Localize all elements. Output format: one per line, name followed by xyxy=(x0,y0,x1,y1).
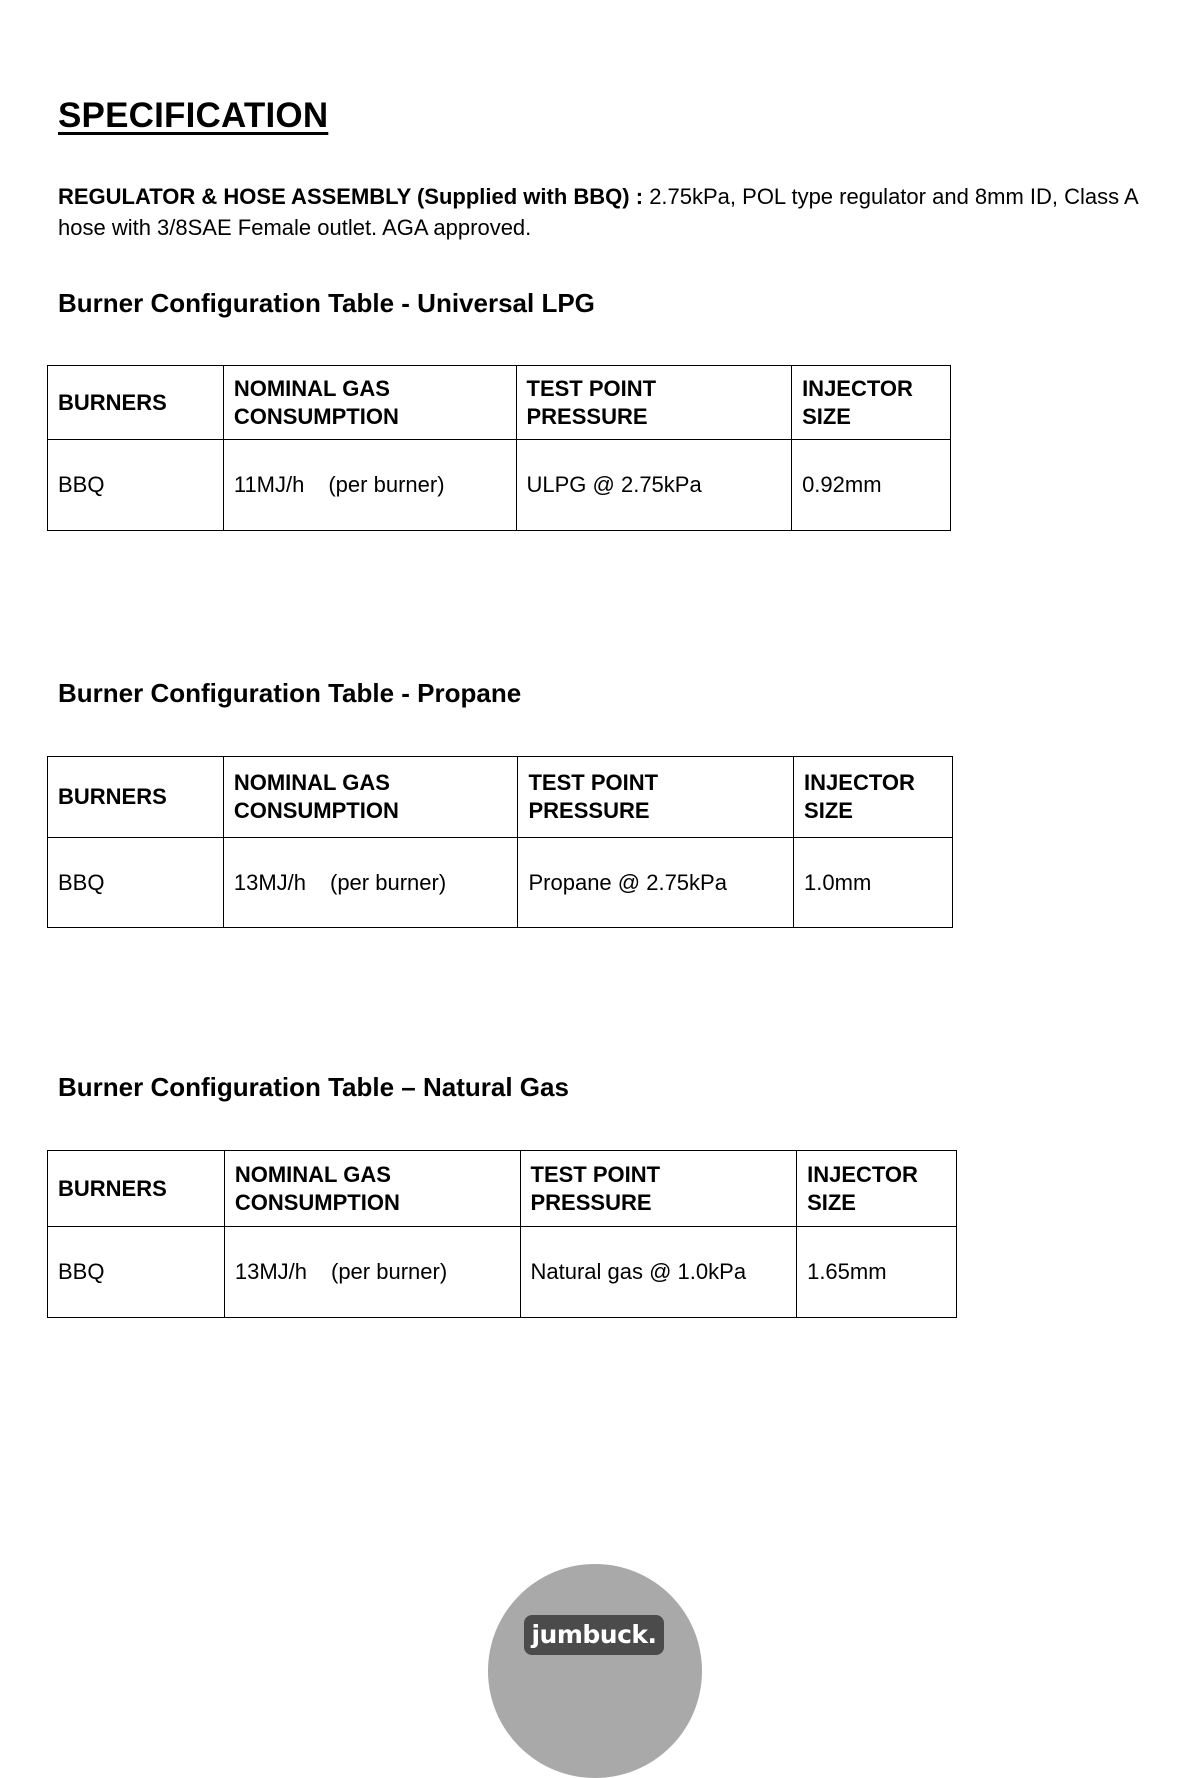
burner-table-natural-gas xyxy=(47,1150,957,1318)
burner-table-propane xyxy=(47,756,953,928)
header-injector: INJECTOR SIZE xyxy=(797,1151,957,1227)
table-row xyxy=(48,838,953,928)
table-row xyxy=(48,440,951,531)
footer-logo-circle xyxy=(488,1564,702,1778)
table-header-row xyxy=(48,366,951,440)
header-burners: BURNERS xyxy=(48,1151,225,1227)
cell-consumption: 11MJ/h (per burner) xyxy=(223,440,516,531)
header-consumption: NOMINAL GAS CONSUMPTION xyxy=(224,1151,520,1227)
brand-logo: jumbuck. xyxy=(524,1615,664,1655)
table-heading-propane: Burner Configuration Table - Propane xyxy=(58,678,522,708)
header-burners: BURNERS xyxy=(48,366,224,440)
header-pressure: TEST POINT PRESSURE xyxy=(518,757,794,838)
cell-pressure: ULPG @ 2.75kPa xyxy=(516,440,792,531)
cell-burner: BBQ xyxy=(48,838,224,928)
header-consumption: NOMINAL GAS CONSUMPTION xyxy=(223,757,518,838)
page-title: SPECIFICATION xyxy=(58,96,329,135)
header-burners: BURNERS xyxy=(48,757,224,838)
cell-burner: BBQ xyxy=(48,440,224,531)
header-injector: INJECTOR SIZE xyxy=(792,366,951,440)
regulator-spec xyxy=(58,181,1168,243)
table-row xyxy=(48,1227,957,1318)
cell-consumption: 13MJ/h (per burner) xyxy=(224,1227,520,1318)
header-injector: INJECTOR SIZE xyxy=(794,757,953,838)
cell-injector: 1.65mm xyxy=(797,1227,957,1318)
regulator-text: 2.75kPa, POL type regulator and 8mm ID, Class A hose with 3/8SAE Female outlet. AGA approved. xyxy=(58,184,1138,240)
cell-injector: 0.92mm xyxy=(792,440,951,531)
header-consumption: NOMINAL GAS CONSUMPTION xyxy=(223,366,516,440)
header-pressure: TEST POINT PRESSURE xyxy=(520,1151,797,1227)
cell-injector: 1.0mm xyxy=(794,838,953,928)
burner-table-ulpg xyxy=(47,365,951,531)
table-heading-natural-gas: Burner Configuration Table – Natural Gas xyxy=(58,1072,569,1102)
header-pressure: TEST POINT PRESSURE xyxy=(516,366,792,440)
regulator-label: REGULATOR & HOSE ASSEMBLY (Supplied with BBQ) : xyxy=(58,184,644,209)
cell-burner: BBQ xyxy=(48,1227,225,1318)
cell-consumption: 13MJ/h (per burner) xyxy=(223,838,518,928)
cell-pressure: Natural gas @ 1.0kPa xyxy=(520,1227,797,1318)
cell-pressure: Propane @ 2.75kPa xyxy=(518,838,794,928)
table-header-row xyxy=(48,1151,957,1227)
table-header-row xyxy=(48,757,953,838)
table-heading-ulpg: Burner Configuration Table - Universal LPG xyxy=(58,288,595,318)
